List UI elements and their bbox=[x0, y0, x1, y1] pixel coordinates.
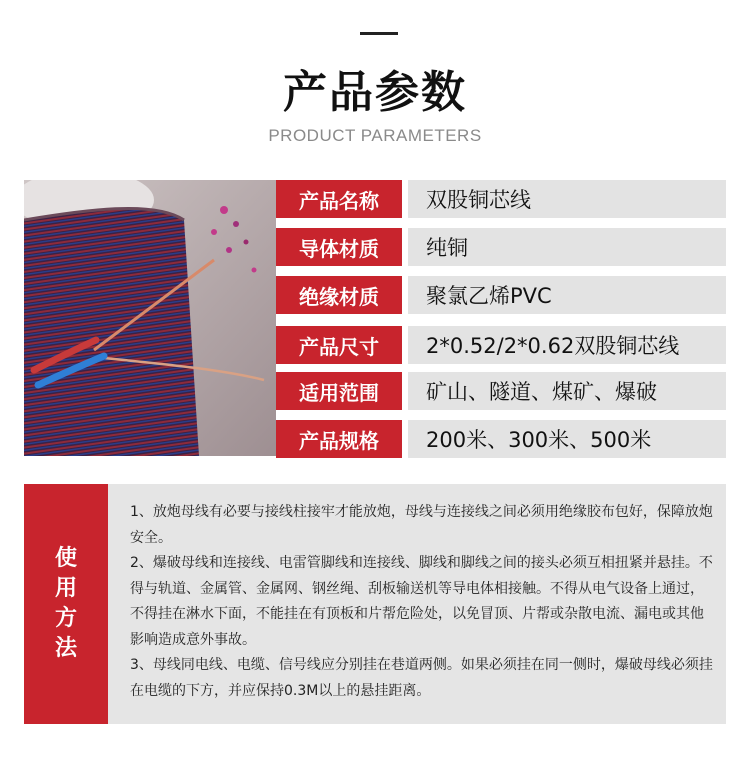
usage-paragraph: 2、爆破母线和连接线、电雷管脚线和连接线、脚线和脚线之间的接头必须互相扭紧并悬挂。不得与轨道、金属管、金属网、钢丝绳、刮板输送机等导电体相接触。不得从电气设备上通过，不得挂在淋水下面，不能挂在有顶板和片帮危险处，以免冒顶、片帮或杂散电流、漏电或其他影响造成意外事故。 bbox=[130, 555, 713, 648]
param-label: 绝缘材质 bbox=[276, 276, 402, 314]
product-photo bbox=[24, 180, 276, 456]
title-decoration-bar bbox=[360, 32, 398, 35]
usage-paragraph: 1、放炮母线有必要与接线柱接牢才能放炮，母线与连接线之间必须用绝缘胶布包好，保障放炮安全。 bbox=[130, 504, 713, 546]
param-label: 产品名称 bbox=[276, 180, 402, 218]
param-row bbox=[276, 180, 726, 218]
param-label: 导体材质 bbox=[276, 228, 402, 266]
param-value: 纯铜 bbox=[408, 228, 726, 266]
usage-section bbox=[24, 484, 726, 724]
page-subtitle: PRODUCT PARAMETERS bbox=[268, 126, 482, 145]
usage-paragraph: 3、母线同电线、电缆、信号线应分别挂在巷道两侧。如果必须挂在同一侧时，爆破母线必须挂在电缆的下方，并应保持0.3M以上的悬挂距离。 bbox=[130, 657, 713, 699]
usage-label: 使用方法 bbox=[54, 546, 77, 661]
param-value: 聚氯乙烯PVC bbox=[408, 276, 726, 314]
param-value: 双股铜芯线 bbox=[408, 180, 726, 218]
param-label: 产品规格 bbox=[276, 420, 402, 458]
usage-label-block bbox=[24, 484, 108, 724]
param-label: 适用范围 bbox=[276, 372, 402, 410]
param-row bbox=[276, 276, 726, 314]
page-title: 产品参数 bbox=[283, 67, 467, 118]
param-row bbox=[276, 420, 726, 458]
param-row bbox=[276, 326, 726, 364]
param-value: 矿山、隧道、煤矿、爆破 bbox=[408, 372, 726, 410]
usage-instructions bbox=[130, 500, 714, 704]
param-row bbox=[276, 372, 726, 410]
param-value: 2*0.52/2*0.62双股铜芯线 bbox=[408, 326, 726, 364]
param-row bbox=[276, 228, 726, 266]
param-value: 200米、300米、500米 bbox=[408, 420, 726, 458]
param-label: 产品尺寸 bbox=[276, 326, 402, 364]
